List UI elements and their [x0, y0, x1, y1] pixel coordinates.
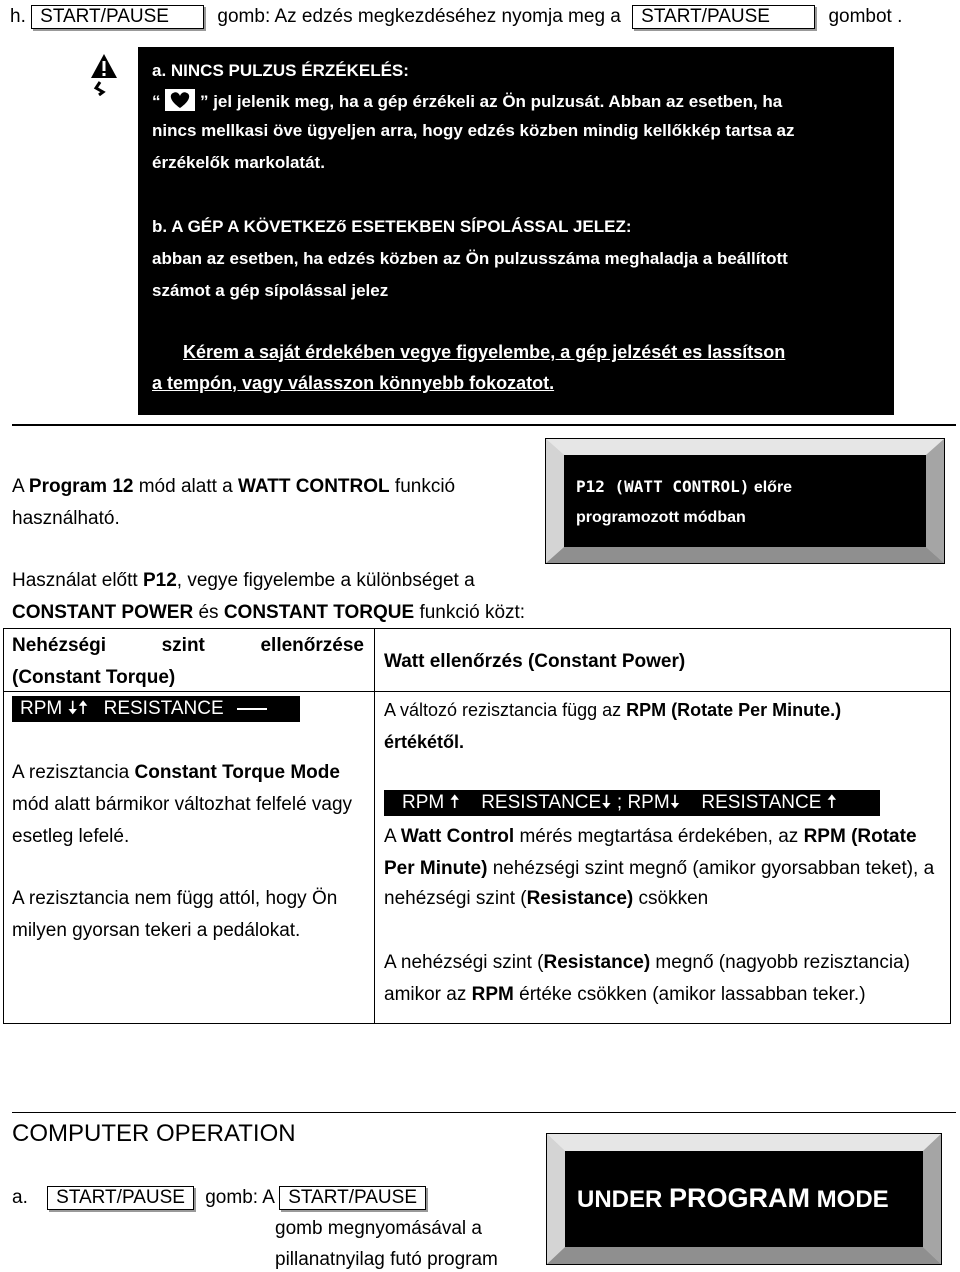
program-mode-screen: [565, 1151, 923, 1247]
p12-display-elore: előre: [749, 479, 793, 496]
p12-display-frame: [545, 438, 945, 564]
left-header-line2: (Constant Torque): [12, 667, 176, 688]
display-under: UNDER: [577, 1186, 670, 1213]
p12-t3: mód alatt a: [133, 476, 239, 497]
intro-line1: [12, 570, 475, 592]
computer-line-a: [12, 1186, 426, 1210]
warning-a-line1: [152, 89, 782, 112]
computer-operation-heading: COMPUTER OPERATION: [12, 1120, 296, 1147]
warning-a-line1-text: ” jel jelenik meg, ha a gép érzékeli az Ön pulzusát. Abban az esetben, ha: [199, 92, 783, 111]
intro-l1c: , vegye figyelembe a különbséget a: [176, 570, 475, 591]
left-head-1a: Nehézségi: [12, 635, 106, 656]
warning-note-line1: Kérem a saját érdekében vegye figyelembe, a gép jelzését es lassítson: [183, 342, 786, 362]
intro-l2c: CONSTANT TORQUE: [223, 602, 415, 623]
left-header-line1: [12, 635, 364, 657]
right-p2c: mérés megtartása érdekében, az: [514, 826, 804, 847]
computer-line-2: gomb megnyomásával a: [275, 1218, 482, 1239]
left-p1-line1: [12, 762, 340, 784]
left-p2-line2: milyen gyorsan tekeri a pedálokat.: [12, 920, 301, 941]
warning-icon: [90, 50, 126, 96]
left-head-1b: szint: [161, 635, 205, 656]
p12-t1: A: [12, 476, 29, 497]
arrow-down-icon: 🠧: [67, 698, 78, 719]
table-row-divider: [3, 691, 950, 692]
right-p1-line1: [384, 700, 841, 721]
right-p2a: A: [384, 826, 401, 847]
right-p2-line2: [384, 858, 934, 880]
program-mode-display-frame: [546, 1133, 942, 1265]
left-p2-line1: A rezisztancia nem függ attól, hogy Ön: [12, 888, 338, 909]
arrow-up-icon: 🠥: [826, 792, 838, 813]
left-p1-line2: mód alatt bármikor változhat felfelé vagy: [12, 794, 353, 815]
intro-l2a: CONSTANT POWER: [12, 602, 194, 623]
right-p2i: csökken: [633, 888, 709, 909]
right-p2-line1: [384, 826, 917, 848]
computer-a-prefix: a.: [12, 1187, 28, 1208]
line-h-prefix: h.: [10, 6, 26, 27]
start-pause-key-4: START/PAUSE: [279, 1186, 426, 1210]
p12-t5: funkció: [389, 476, 456, 497]
intro-l1a: Használat előtt: [12, 570, 143, 591]
right-p3b: Resistance): [543, 952, 651, 973]
torque-bar: [12, 696, 300, 722]
p12-t4: WATT CONTROL: [238, 476, 390, 497]
torque-bar-rpm: RPM: [20, 698, 63, 719]
warning-b-title: b. A GÉP A KÖVETKEZő ESETEKBEN SÍPOLÁSSAL JELEZ:: [152, 217, 632, 236]
warning-b-line1: abban az esetben, ha edzés közben az Ön pulzusszáma meghaladja a beállított: [152, 249, 788, 268]
start-pause-key-3: START/PAUSE: [47, 1186, 194, 1210]
right-p2e: Per Minute): [384, 858, 488, 879]
left-p1b: Constant Torque Mode: [134, 762, 340, 783]
start-pause-key-1: START/PAUSE: [31, 5, 204, 29]
line-h-text: gomb: Az edzés megkezdéséhez nyomja meg a: [217, 6, 621, 27]
right-p2d: RPM (Rotate: [803, 826, 917, 847]
power-bar: [384, 790, 880, 816]
constant-line-icon: [237, 708, 267, 710]
open-quote: “: [152, 92, 161, 111]
warning-a-line3: érzékelők markolatát.: [152, 153, 325, 172]
line-h: [10, 5, 902, 29]
right-p1-line2: értékétől.: [384, 732, 465, 752]
program12-line1: [12, 476, 455, 498]
torque-bar-resistance: RESISTANCE: [103, 698, 224, 719]
p12-display-screen: [564, 455, 926, 547]
arrow-up-icon: 🠥: [77, 698, 89, 719]
warning-box: [138, 47, 894, 415]
right-p3-line2: [384, 984, 866, 1006]
program-mode-text: [577, 1183, 889, 1214]
right-p2g: nehézségi szint (: [384, 888, 527, 909]
p12-display-line2: programozott módban: [576, 509, 746, 526]
right-p1a: A változó rezisztancia függ az: [384, 700, 627, 720]
computer-line-3: pillanatnyilag futó program: [275, 1249, 498, 1270]
p12-t2: Program 12: [28, 476, 134, 497]
right-p3-line1: [384, 952, 910, 974]
left-p1a: A rezisztancia: [12, 762, 135, 783]
p12-display-line1: [576, 477, 792, 497]
arrow-up-icon: 🠥: [449, 792, 460, 813]
right-header: Watt ellenőrzés (Constant Power): [384, 651, 686, 672]
computer-a-mid: gomb: A: [205, 1187, 274, 1208]
right-p2b: Watt Control: [400, 826, 515, 847]
divider: [12, 424, 956, 426]
right-p3a: A nehézségi szint (: [384, 952, 544, 973]
intro-l2d: funkció közt:: [414, 602, 526, 623]
heart-icon: [165, 89, 195, 111]
intro-l2b: és: [193, 602, 224, 623]
right-p3d: amikor az: [384, 984, 472, 1005]
start-pause-key-2: START/PAUSE: [632, 5, 815, 29]
program12-line2: használható.: [12, 508, 120, 529]
right-p2h: Resistance): [526, 888, 634, 909]
display-mode: MODE: [810, 1186, 889, 1213]
p12-display-mode: P12 (WATT CONTROL): [576, 477, 750, 496]
right-p3e: RPM: [471, 984, 514, 1005]
left-p1-line3: esetleg lefelé.: [12, 826, 130, 847]
power-bar-sep: ; RPM: [616, 792, 670, 813]
right-p3c: megnő (nagyobb rezisztancia): [650, 952, 910, 973]
right-p2-line3: [384, 888, 708, 910]
warning-a-line2: nincs mellkasi öve ügyeljen arra, hogy edzés közben mindig kellőkkép tartsa az: [152, 121, 795, 140]
warning-a-title: a. NINCS PULZUS ÉRZÉKELÉS:: [152, 61, 409, 80]
warning-b-line2: számot a gép sípolással jelez: [152, 281, 389, 300]
arrow-down-icon: 🠧: [669, 792, 681, 813]
power-bar-rpm1: RPM: [402, 792, 445, 813]
line-h-suffix: gombot .: [828, 6, 903, 27]
table-col-divider: [374, 628, 375, 1023]
intro-line2: [12, 602, 525, 624]
right-p3f: értéke csökken (amikor lassabban teker.): [513, 984, 866, 1005]
intro-l1b: P12: [142, 570, 177, 591]
left-head-1c: ellenőrzése: [260, 635, 364, 656]
display-program: PROGRAM: [669, 1183, 811, 1213]
right-p1b: RPM (Rotate Per Minute.): [626, 700, 842, 720]
section-divider: [12, 1112, 956, 1113]
power-bar-res1: RESISTANCE: [481, 792, 602, 813]
warning-note-line2: a tempón, vagy válasszon könnyebb fokozatot.: [152, 373, 555, 393]
power-bar-res2: RESISTANCE: [701, 792, 822, 813]
right-p2f: nehézségi szint megnő (amikor gyorsabban teket), a: [487, 858, 935, 879]
arrow-down-icon: 🠧: [601, 792, 612, 813]
